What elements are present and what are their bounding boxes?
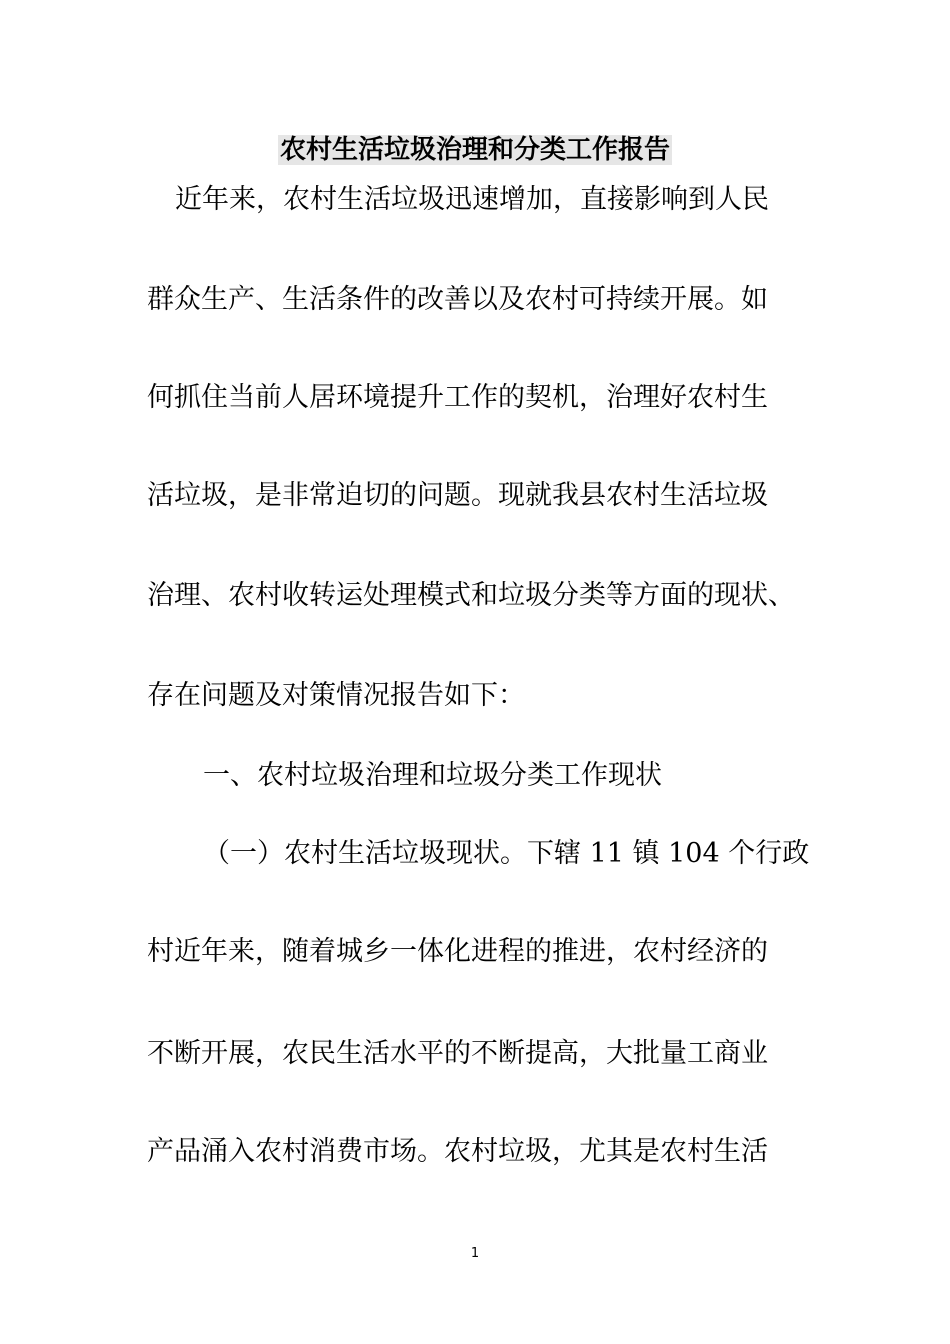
body-line: 产品涌入农村消费市场。农村垃圾，尤其是农村生活 — [147, 1136, 768, 1167]
section-heading: 一、农村垃圾治理和垃圾分类工作现状 — [203, 760, 662, 791]
subsection-heading: （一）农村生活垃圾现状。下辖 11 镇 104 个行政 — [203, 838, 810, 869]
body-line: 近年来，农村生活垃圾迅速增加，直接影响到人民 — [175, 184, 769, 215]
body-line: 活垃圾，是非常迫切的问题。现就我县农村生活垃圾 — [147, 480, 768, 511]
body-line: 群众生产、生活条件的改善以及农村可持续开展。如 — [147, 284, 768, 315]
body-line: 村近年来，随着城乡一体化进程的推进，农村经济的 — [147, 936, 768, 967]
body-line: 不断开展，农民生活水平的不断提高，大批量工商业 — [147, 1038, 768, 1069]
document-title — [0, 130, 950, 170]
document-title-text: 农村生活垃圾治理和分类工作报告 — [279, 135, 670, 165]
body-line: 何抓住当前人居环境提升工作的契机，治理好农村生 — [147, 382, 768, 413]
page-number: 1 — [470, 1246, 480, 1261]
body-line: 存在问题及对策情况报告如下： — [147, 680, 525, 711]
body-line: 治理、农村收转运处理模式和垃圾分类等方面的现状、 — [147, 580, 795, 611]
